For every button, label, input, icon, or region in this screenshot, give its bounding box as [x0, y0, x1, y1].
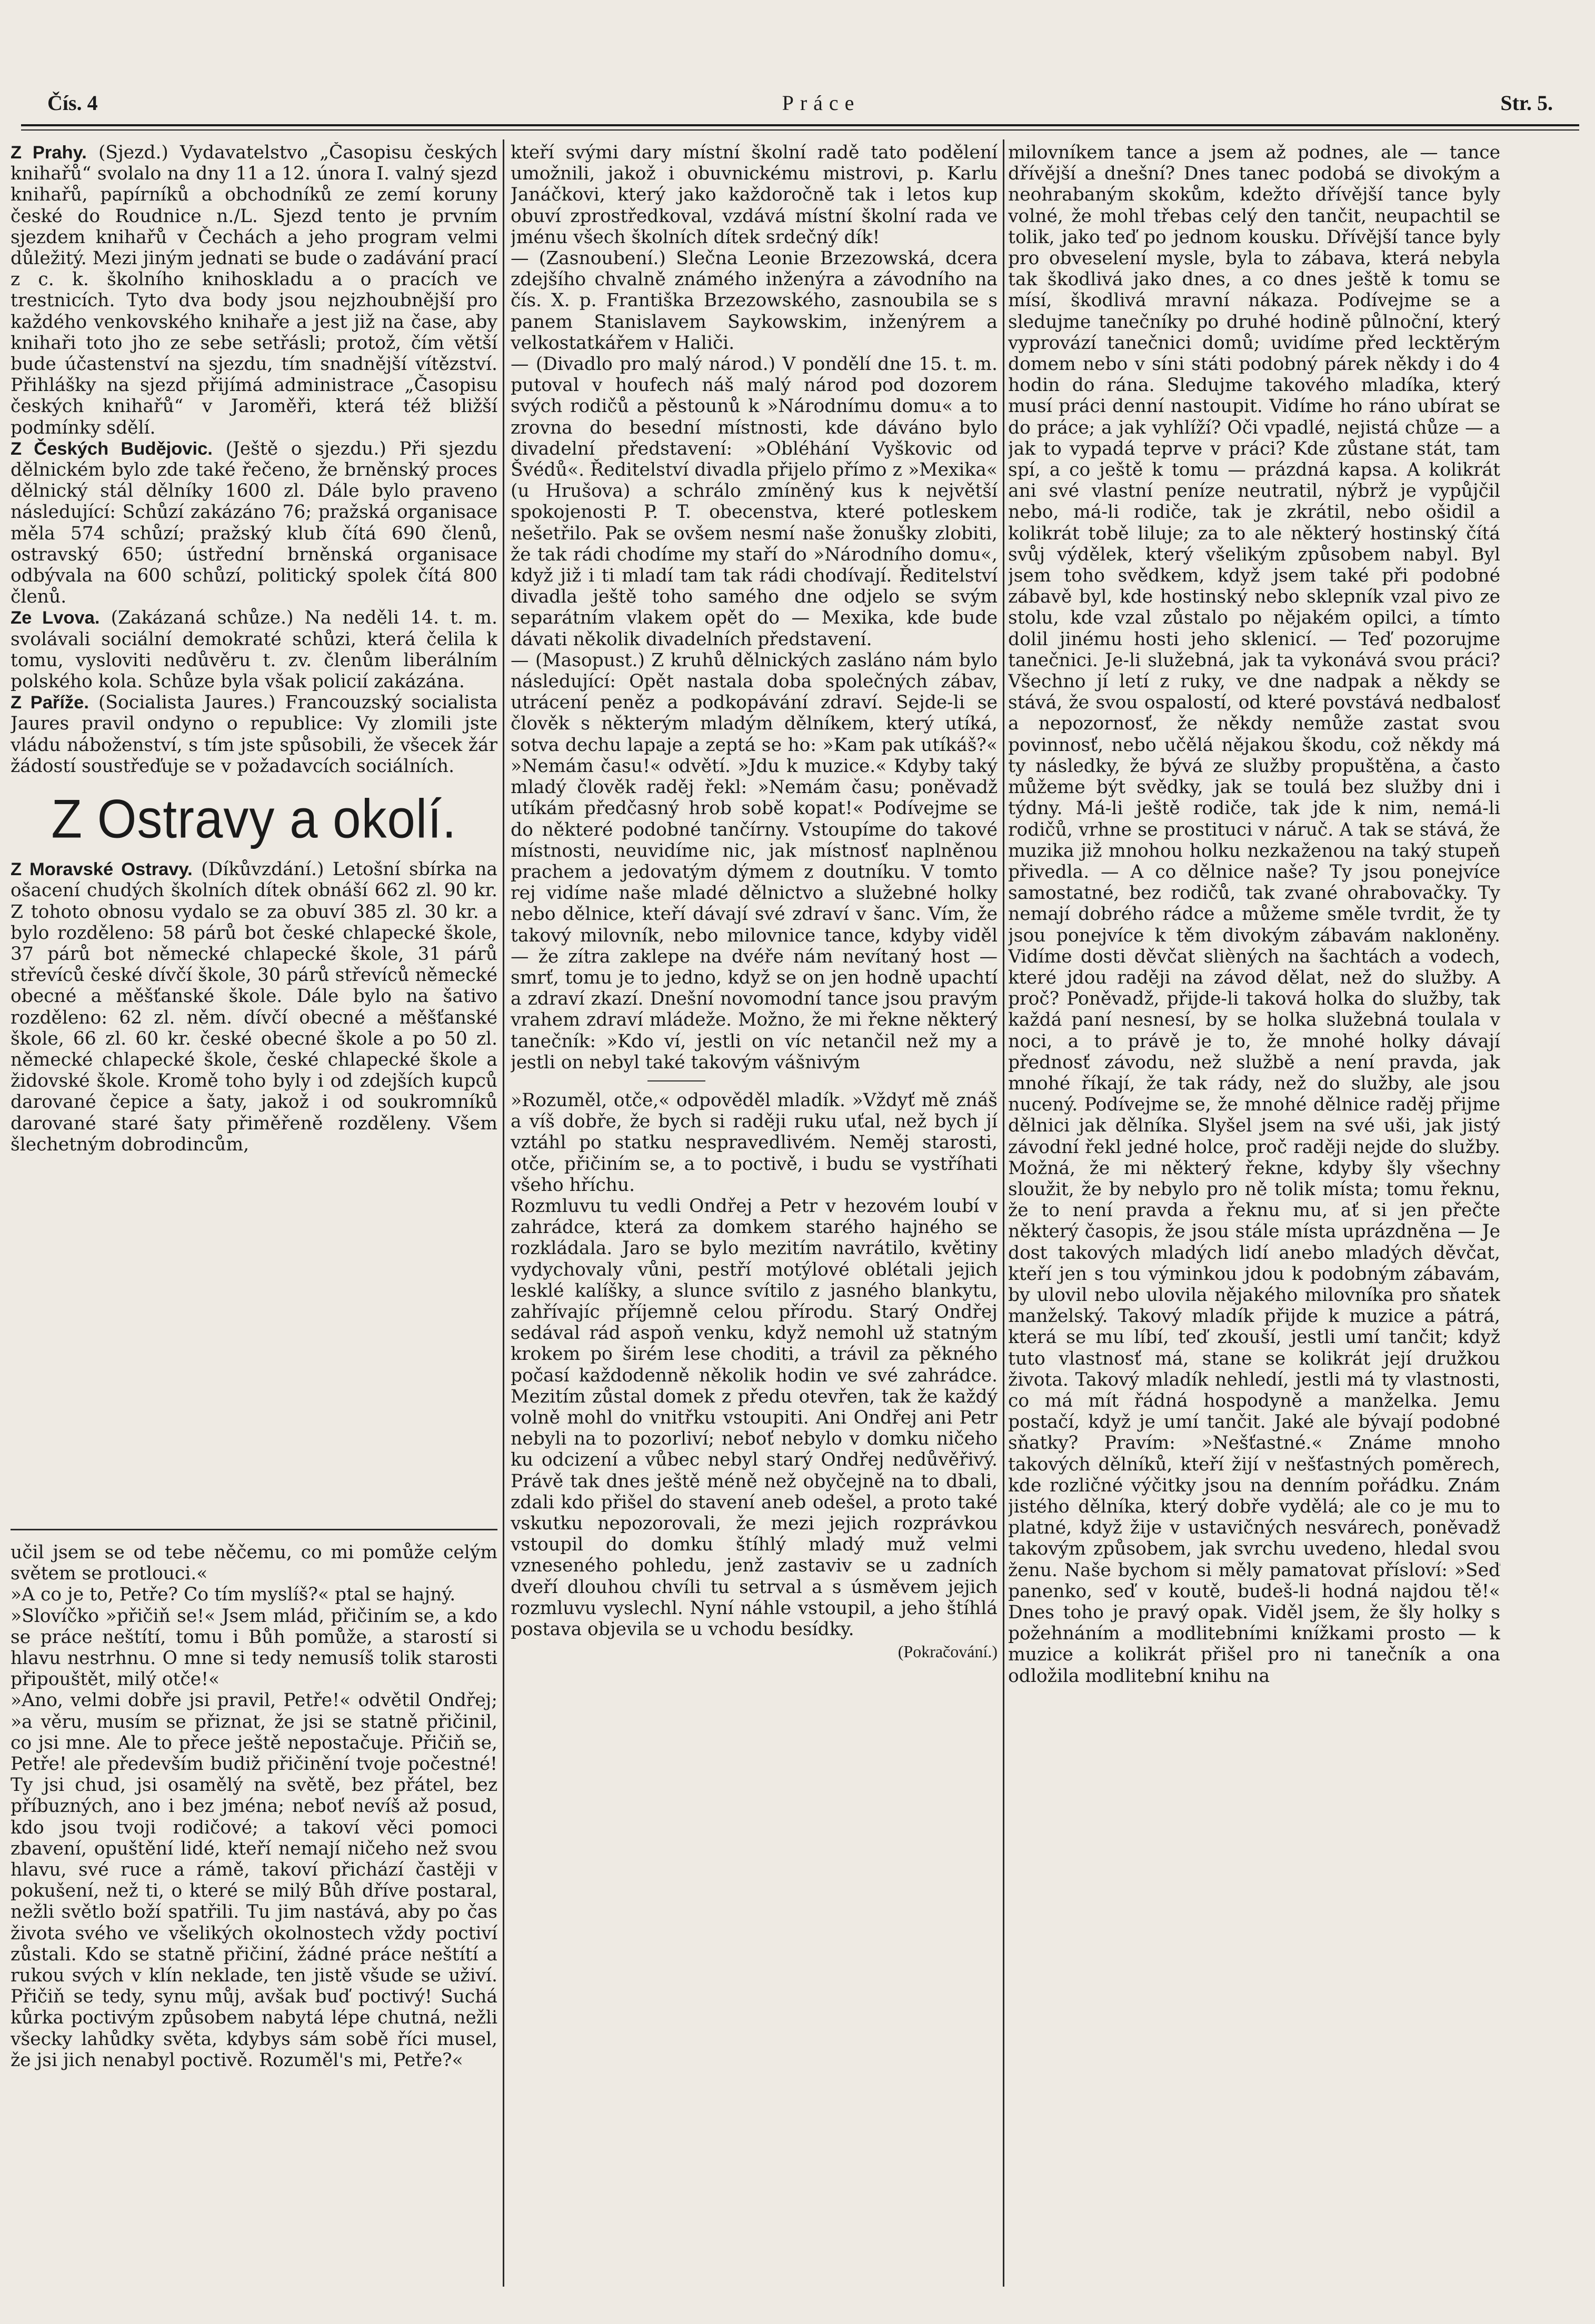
section-divider — [11, 1529, 497, 1530]
feuilleton-story — [11, 1542, 497, 2289]
story-paragraph: »Ano, velmi dobře jsi pravil, Petře!« odvětil Ondřej; »a věru, musím se přiznat, že jsi se statně přičinil, co jsi mne. Ale to přece ještě nepostačuje. Přičiň se, Petře! ale především budiž přičinění tvoje počestné! Ty jsi chud, jsi osamělý na světě, bez přátel, bez příbuzných, ano i bez jména; neboť nevíš až posud, kdo jsou tvoji rodičové; a takoví věci pomoci zbavení, opuštění lidé, kteří nemají ničeho než svou hlavu, své ruce a rámě, takoví přichází častěji v pokušení, než ti, o které se milý Bůh dříve postaral, nežli světlo boží spatřili. Tu jim nastává, aby po čas života svého ve všelikých okolnostech vždy poctiví zůstali. Kdo se statně přičiní, žádné práce neštítí a rukou svých v klín neklade, ten jistě všude se uživí. Přičiň se tedy, synu můj, avšak buď poctivý! Suchá kůrka poctivým způsobem nabytá lépe chutná, nežli všecky lahůdky světa, kdybys sám sobě říci musel, že jsi jich nenabyl poctivě. Rozuměl's mi, Petře?« — [11, 1690, 497, 2071]
article-lvov — [11, 607, 497, 692]
column-divider — [503, 139, 504, 2287]
article-body: (Ještě o sjezdu.) Při sjezdu dělnickém bylo zde také řečeno, že brněnský proces dělnický stál dělníky 1600 zl. Dále bylo praveno následující: Schůzí zakázáno 76; pražská organisace měla 574 schůzí; pražský klub čítá 690 členů, ostravský 650; ústřední brněnská organisace odbývala na 600 schůzí, politický spolek čítá 800 členů. — [11, 438, 497, 608]
issue-number: Čís. 4 — [47, 91, 98, 115]
article-headline: Z Moravské Ostravy. — [11, 859, 193, 880]
article-headline: Z Paříže. — [11, 693, 89, 713]
column-divider — [1003, 139, 1004, 2287]
story-paragraph: »Rozuměl, otče,« odpověděl mladík. »Vždyť mě znáš a víš dobře, že bych si raději ruku uťal, než bych jí vztáhl po statku nespravedlivém. Neměj starosti, otče, přičiním se, a to poctivě, i budu se vystříhati všeho hříchu. — [511, 1089, 998, 1196]
article-engagement: — (Zasnoubení.) Slečna Leonie Brzezowská, dcera zdejšího chvalně známého inženýra a závodního na čís. X. p. Františka Brzezowského, zasnoubila se s panem Stanislavem Saykowskim, inženýrem a velkostatkářem v Haliči. — [511, 248, 998, 354]
article-body: (Díkůvzdání.) Letošní sbírka na ošacení chudých školních dítek obnáší 662 zl. 90 kr. Z tohoto obnosu vydalo se za obuví 385 zl. 30 kr. a bylo rozděleno: 58 párů bot české chlapecké škole, 37 párů bot německé chlapecké škole, 31 párů střevíců české dívčí škole, 30 párů střevíců německé obecné a měšťanské škole. Dále bylo na šativo rozděleno: 62 zl. něm. dívčí obecné a měšťanské škole, 66 zl. 60 kr. české obecné škole a po 50 zl. německé chlapecké škole, české chlapecké škole a židovské škole. Kromě toho byly i od zdejších kupců darované čepice a šaty, jakož i od soukromníků darované staré šaty přiměřeně rozděleny. Všem šlechetným dobrodincům, — [11, 859, 497, 1155]
continuation-note: (Pokračování.) — [898, 1642, 998, 1661]
header-rule-thin — [21, 129, 1579, 131]
column-3 — [1008, 142, 1500, 2284]
article-body: (Sjezd.) Vydavatelstvo „Časopisu českých knihařů“ svolalo na dny 11 a 12. února I. valný sjezd knihařů, papírníků a obchodníků ze zemí koruny české do Roudnice n./L. Sjezd tento je prvním sjezdem knihařů v Čechách a jeho program velmi důležitý. Mezi jiným jednati se bude o zadávání prací z c. k. školního knihoskladu a o pracích ve trestnicích. Tyto dva body jsou nejzhoubnější pro každého venkovského knihaře a jest již na čase, aby knihaři toto jho ze sebe setřásli; protož, čím větší bude účastenství na sjezdu, tím snadnější vítězství. Přihlášky na sjezd přijímá administrace „Časopisu českých knihařů“ v Jaroměři, která též bližší podmínky sdělí. — [11, 142, 497, 438]
article-body: (Socialista Jaures.) Francouzský socialista Jaures pravil ondyno o republice: Vy zlomili jste vládu náboženství, s tím jste spůsobili, že všecek žár žádostí soustřeďuje se v požadavcích sociálních. — [11, 692, 497, 777]
story-paragraph: učil jsem se od tebe něčemu, co mi pomůže celým světem se protlouci.« — [11, 1542, 497, 1585]
page-header — [21, 79, 1579, 137]
page-number: Str. 5. — [1500, 91, 1553, 115]
article-headline: Ze Lvova. — [11, 608, 100, 628]
header-rule — [21, 124, 1579, 126]
column-2 — [511, 142, 998, 2284]
article-body: (Zakázaná schůze.) Na neděli 14. t. m. svolávali sociální demokraté schůzi, která čelila k tomu, vysloviti nedůvěru t. zv. členům liberálním polského kola. Schůze byla však policií zakázána. — [11, 607, 497, 693]
story-paragraph: »A co je to, Petře? Co tím myslíš?« ptal se hajný. — [11, 1584, 456, 1606]
column-1 — [11, 142, 497, 1521]
article-headline: Z Prahy. — [11, 143, 87, 163]
article-carnival: — (Masopust.) Z kruhů dělnických zasláno nám bylo následující: Opět nastala doba společných zábav, utrácení peněz a podkopávání zdraví. Sejde-li se člověk s některým mladým dělníkem, který utíká, sotva dechu lapaje a zeptá se ho: »Kam pak utíkáš?« »Nemám času!« odvětí. »Jdu k muzice.« Kdyby taký mladý člověk raděj řekl: »Nemám času; poněvadž utíkám předčasný hrob sobě kopat!« Podívejme se do některé podobné tančírny. Vstoupíme do takové místnosti, neuvidíme nic, jak místnosť naplněnou prachem a jedovatým dýmem z doutníku. V tomto rej vidíme naše mladé dělnictvo a služebné holky nebo dělnice, kteří dávají své zdraví v šanc. Vím, že takový milovník, nebo milovnice tance, kdyby viděl — že zítra zaklepe na dvéře nám nevítaný host — smrť, tomu je to jedno, když se on jen hodně upachtí a zdraví zkazí. Dnešní novomodní tance jsou pravým vrahem zdraví mládeže. Možno, že mi řekne některý tanečník: »Kdo ví, jestli on víc netančil než my a jestli on nebyl také takovým vášnivým — [511, 649, 998, 1073]
paragraph: milovníkem tance a jsem až podnes, ale — tance dřívější a dnešní? Dnes tanec podobá se divokým a neohrabaným skokům, kdežto dřívější tance byly volné, že mohl třebas celý den tančit, neupachtil se tolik, jako teď po jednom kousku. Dřívější tance byly pro obveselení mysle, byla to zábava, která nebyla tak škodlivá jako dnes, a co dnes ještě k tomu se mísí, škodlivá mravní nákaza. Podívejme se a sledujme tanečníky po druhé hodině půlnoční, který vyprovází tanečnici domů; uvidíme před lecktěrým domem nebo v síni státi podobný párek někdy i do 4 hodin do rána. Sledujme takového mladíka, který musí práci denní nastoupit. Vidíme ho ráno ubírat se do práce; a jak vyhlíží? Oči vpadlé, nejistá chůze — a jak to vypadá teprve v práci? Kde zůstane stát, tam spí, a co ještě k tomu — prázdná kapsa. A kolikrát ani své vlastní peníze neutratil, nýbrž je vypůjčil nebo, má-li rodiče, tak je zkrátil, nebo ošidil a kolikrát tobě liluje; za to ale některý hostinský čítá svůj výdělek, který všelikým způsobem nabyl. Byl jsem toho svědkem, když jsem také při podobné zábavě byl, kde hostinský nebo sklepník vzal pivo ze stolu, kde vzal zůstalo po nějakém opilci, a tímto dolil jinému hosti jeho sklenicí. — Teď pozorujme tanečnici. Je-li služebná, jak ta vykonává svou práci? Všechno jí letí z ruky, ve dne nadpak a někdy se stává, že svou ospalostí, od které povstává nedbalosť a nepozornosť, že někdy nemůže zastat svou povinnosť, nebo učělá nějakou škodu, což někdy má ty následky, že bývá ze služby propuštěna, a často můžeme být svědky, jak se toulá bez služby dni i týdny. Má-li ještě rodiče, tak jde k nim, nemá-li rodičů, vrhne se prostituci v náruč. A tak se stává, že muzika již mnohou holku nezkaženou na taký stupeň přivedla. — A co dělnice naše? Ty jsou ponejvíce samostatné, bez rodičů, tak zvané ohrabovačky. Ty nemají dobrého rádce a můžeme směle tvrdit, že ty jsou ponejvíce k těm divokým zábavám nakloněny. Vidíme dosti děvčat slièných na šachtách a vodech, které jdou raději na závod dělat, než do služby. A proč? Poněvadž, přijde-li taková holka do služby, tak každá paní nesnesí, by se holka služebná toulala v noci, a to právě je to, že mnohé holky dávají přednosť závodu, než službě a není pravda, jak mnohé říkají, že tak rády, než do služby, ale jsou nucený. Podívejme se, že mnohé dělnice raděj přijme dělnici jak dělníka. Slyšel jsem na své uši, jak jistý závodní řekl jedné holce, proč raději nejde do služby. Možná, že mi některý řekne, kdyby šly všechny sloužit, že by nebylo pro ně tolik místa; tomu řeknu, že to není pravda a řeknu mu, ať si jen přečte některý časopis, že jsou stále místa uprázdněna — Je dost takových mladých lidí anebo mladých děvčat, kteří jen s tou výminkou jdou k podobným zábavám, by ulovil nebo ulovila nějakého milovníka pro sňatek manželský. Takový mladík přijde k muzice a pátrá, která se mu líbí, teď zkouší, jestli umí tančit; když tuto vlastnosť má, stane se kolikrát její družkou života. Takový mladík nehledí, jestli má ty vlastnosti, co má mít řádná hospodyně a manželka. Jemu postačí, když je umí tančit. Jaké ale bývají podobné sňatky? Pravím: »Nešťastné.« Známe mnoho takových dělníků, kteří žijí v nešťastných poměrech, kde rozličné výčitky jsou na denním pořádku. Znám jistého dělníka, který dobře vydělá; ale co je mu to platné, když žije v ustavičných nesvárech, poněvadž takovým způsobem, jak svrchu uvedeno, hledal svou ženu. Naše bychom si měly pamatovat přísloví: »Seď panenko, seď v koutě, budeš-li hodná najdou tě!« Dnes toho je pravý opak. Viděl jsem, že šly holky s požehnáním a modlitebními knížkami prosto — k muzice a kolikrát přišel pro ni tanečník a ona odložila modlitební knihu na — [1008, 142, 1500, 1687]
article-ceske-budejovice — [11, 438, 497, 608]
article-headline: Z Českých Budějovic. — [11, 438, 213, 459]
article-moravska-ostrava — [11, 859, 497, 1155]
paragraph: kteří svými dary místní školní radě tato podělení umožnili, jakož i obuvnickému mistrovi, p. Karlu Janáčkovi, který jako každoročně tak i letos kup obuví zprostředkoval, vzdává místní školní rada ve jménu všech školních dítek srdečný dík! — [511, 142, 998, 248]
section-title: Z Ostravy a okolí. — [51, 788, 457, 850]
article-theatre: — (Divadlo pro malý národ.) V pondělí dne 15. t. m. putoval v houfech náš malý národ pod dozorem svých rodičů a pěstounů k »Národnímu domu« a to zrovna do besední místnosti, kde dáváno bylo divadelní představení: »Obléhání Vyškovic od Švédů«. Ředitelství divadla přijelo přímo z »Mexika« (u Hrušova) a schrálo zmíněný kus k největší spokojenosti P. T. obecenstva, které potleskem nešetřilo. Pak se ovšem nesmí naše žonušky zlobiti, že tak rádi chodíme my staří do »Národního domu«, když již i ti mladí tam tak rádi chodívají. Ředitelství divadla ještě toho samého dne odjelo se svým separátním vlakem opět do — Mexika, kde bude dávati několik divadelních představení. — [511, 354, 998, 650]
separator-rule — [647, 1080, 705, 1081]
story-paragraph: Rozmluvu tu vedli Ondřej a Petr v hezovém loubí v zahrádce, která za domkem starého hajného se rozkládala. Jaro se bylo mezitím navrátilo, květiny vydychovaly vůni, pestří motýlové oblétali jejich lesklé kalíšky, a slunce svítilo z jasného blankytu, zahřívajíc příjemně celou přírodu. Starý Ondřej sedával rád aspoň venku, když nemohl už statným krokem po širém lese choditi, a trávil za pěkného počasí každodenně několik hodin ve své zahrádce. Mezitím zůstal domek z předu otevřen, tak že každý volně mohl do vnitřku vstoupiti. Ani Ondřej ani Petr nebyli na to pozorliví; neboť nebylo v domku ničeho ku odcizení a vůbec nebyl starý Ondřej nedůvěřivý. Právě tak dnes ještě méně než obyčejně na to dbali, zdali kdo přišel do stavení aneb odešel, a proto také vskutku nepozorovali, že mezi jejich rozprávkou vstoupil do domku štíhlý mladý muž velmi vzneseného pohledu, jenž zastaviv se u zadních dveří dlouhou chvíli tu setrval a s úsměvem jejich rozmluvu vyslechl. Nyní náhle vstoupil, a jeho štíhlá postava objevila se u vchodu besídky. — [511, 1195, 998, 1640]
story-paragraph: »Slovíčko »přičiň se!« Jsem mlád, přičiním se, a kdo se práce neštítí, tomu i Bůh pomůže, a starostí si hlavu nestrhnu. O mne si tedy nemusíš tolik starosti připouštět, milý otče!« — [11, 1605, 497, 1690]
article-prague — [11, 142, 497, 438]
newspaper-title: Práce — [782, 91, 861, 115]
article-paris — [11, 692, 497, 777]
